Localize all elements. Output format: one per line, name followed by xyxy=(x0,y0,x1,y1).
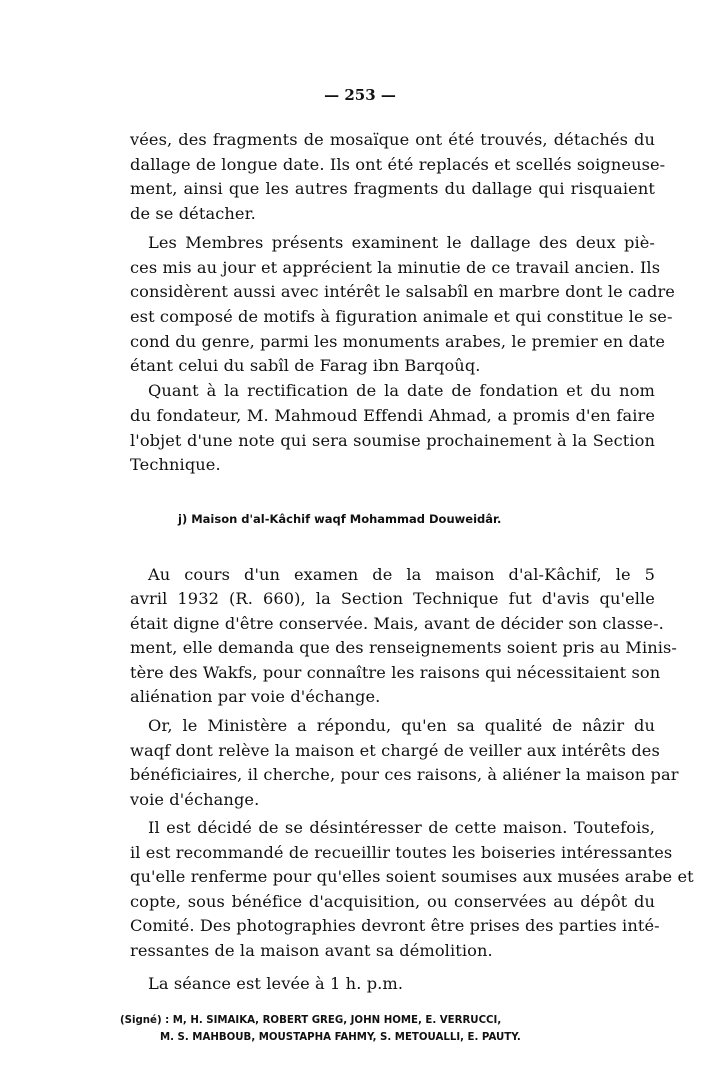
text-line: Les Membres présents examinent le dallage des deux piè- xyxy=(148,233,655,252)
section-heading: j) Maison d'al-Kâchif waqf Mohammad Douweidâr. xyxy=(178,512,502,526)
signature-line-1 xyxy=(120,1015,501,1026)
text-line: ressantes de la maison avant sa démolition. xyxy=(130,941,493,960)
text-line: tère des Wakfs, pour connaître les raisons qui nécessitaient son xyxy=(130,663,661,682)
text-line: étant celui du sabîl de Farag ibn Barqoûq. xyxy=(130,356,481,375)
text-line: du fondateur, M. Mahmoud Effendi Ahmad, a promis d'en faire xyxy=(130,406,655,425)
text-line: La séance est levée à 1 h. p.m. xyxy=(148,974,404,993)
text-line: Il est décidé de se désintéresser de cette maison. Toutefois, xyxy=(148,818,655,837)
text-line: ment, ainsi que les autres fragments du dallage qui risquaient xyxy=(130,179,655,198)
text-line: qu'elle renferme pour qu'elles soient soumises aux musées arabe et xyxy=(130,867,694,886)
text-line: Comité. Des photographies devront être prises des parties inté- xyxy=(130,916,660,935)
text-line: l'objet d'une note qui sera soumise prochainement à la Section xyxy=(130,431,655,450)
text-line: il est recommandé de recueillir toutes les boiseries intéressantes xyxy=(130,843,673,862)
text-line: est composé de motifs à figuration animale et qui constitue le se- xyxy=(130,307,673,326)
text-line: dallage de longue date. Ils ont été replacés et scellés soigneuse- xyxy=(130,155,666,174)
text-line: Quant à la rectification de la date de fondation et du nom xyxy=(148,381,655,400)
text-line: cond du genre, parmi les monuments arabes, le premier en date xyxy=(130,332,666,351)
text-line: Technique. xyxy=(130,455,221,474)
text-line: ces mis au jour et apprécient la minutie de ce travail ancien. Ils xyxy=(130,258,661,277)
text-line: vées, des fragments de mosaïque ont été trouvés, détachés du xyxy=(130,130,655,149)
text-line: de se détacher. xyxy=(130,204,256,223)
signature-names-1: M, H. SIMAIKA, ROBERT GREG, JOHN HOME, E. VERRUCCI, xyxy=(172,1015,502,1026)
text-line: considèrent aussi avec intérêt le salsabîl en marbre dont le cadre xyxy=(130,282,675,301)
text-line: aliénation par voie d'échange. xyxy=(130,687,381,706)
signature-line-2: M. S. MAHBOUB, MOUSTAPHA FAHMY, S. METOUALLI, E. PAUTY. xyxy=(160,1032,521,1043)
text-line: ment, elle demanda que des renseignements soient pris au Minis- xyxy=(130,638,677,657)
text-line: voie d'échange. xyxy=(130,790,260,809)
text-line: waqf dont relève la maison et chargé de veiller aux intérêts des xyxy=(130,741,660,760)
text-line: bénéficiaires, il cherche, pour ces raisons, à aliéner la maison par xyxy=(130,765,679,784)
text-line: était digne d'être conservée. Mais, avant de décider son classe-. xyxy=(130,614,664,633)
signature-label: (Signé) : xyxy=(120,1015,170,1026)
page-number: — 253 — xyxy=(324,86,396,104)
text-line: copte, sous bénéfice d'acquisition, ou conservées au dépôt du xyxy=(130,892,655,911)
text-line: avril 1932 (R. 660), la Section Technique fut d'avis qu'elle xyxy=(130,589,655,608)
text-line: Or, le Ministère a répondu, qu'en sa qualité de nâzir du xyxy=(148,716,655,735)
text-line: Au cours d'un examen de la maison d'al-Kâchif, le 5 xyxy=(148,565,655,584)
